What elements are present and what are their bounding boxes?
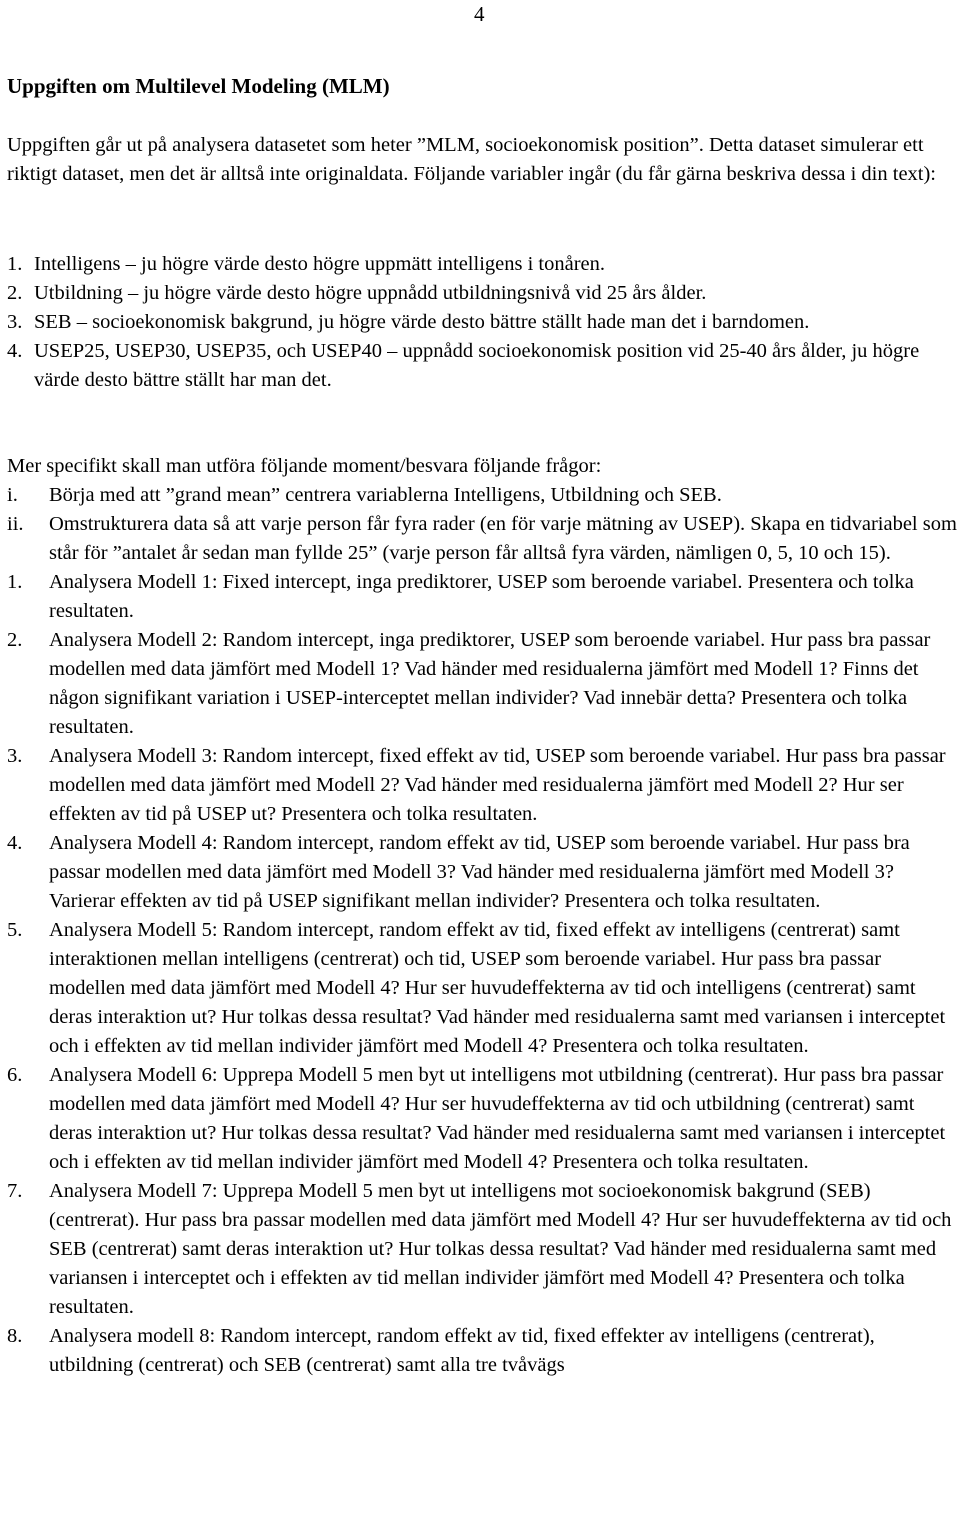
task-item-text: Omstrukturera data så att varje person får fyra rader (en för varje mätning av USEP). Skapa en tidvariabel som står för ”antalet år sedan man fyllde 25” (varje person får alltså fyra värden, nämligen 0, 5, 10 och 15).: [49, 513, 957, 564]
list-item: [7, 337, 957, 395]
task-item-number: ii.: [7, 513, 24, 535]
task-item-text: Analysera Modell 2: Random intercept, inga prediktorer, USEP som beroende variabel. Hur pass bra passar modellen med data jämfört med Modell 1? Vad händer med residualerna jämfört med Modell 1? Finns det någon signifikant variation i USEP-interceptet mellan individer? Vad innebär detta? Presentera och tolka resultaten.: [49, 629, 931, 738]
task-item: [7, 510, 957, 568]
task-item-text: Analysera Modell 7: Upprepa Modell 5 men byt ut intelligens mot socioekonomisk bakgrund (SEB) (centrerat). Hur pass bra passar modellen med data jämfört med Modell 4? Hur ser huvudeffekterna av tid och SEB (centrerat) samt deras interaktion ut? Hur tolkas dessa resultat? Vad händer med residualerna samt med variansen i interceptet och i effekten av tid mellan individer jämfört med Modell 4? Presentera och tolka resultaten.: [49, 1180, 952, 1318]
task-item-number: 5.: [7, 919, 23, 941]
task-item: [7, 1177, 957, 1322]
task-item-number: 2.: [7, 629, 23, 651]
task-item: [7, 742, 957, 829]
list-item-number: 2.: [7, 282, 23, 304]
task-item: [7, 829, 957, 916]
task-item: [7, 481, 957, 510]
list-item: [7, 250, 957, 279]
task-item-text: Analysera modell 8: Random intercept, random effekt av tid, fixed effekter av intelligens (centrerat), utbildning (centrerat) och SEB (centrerat) samt alla tre tvåvägs: [49, 1325, 875, 1376]
task-item-text: Analysera Modell 6: Upprepa Modell 5 men byt ut intelligens mot utbildning (centrerat). Hur pass bra passar modellen med data jämfört med Modell 4? Hur ser huvudeffekterna av tid och utbildning (centrerat) samt deras interaktion ut? Hur tolkas dessa resultat? Vad händer med residualerna samt med variansen i interceptet och i effekten av tid mellan individer jämfört med Modell 4? Presentera och tolka resultaten.: [49, 1064, 946, 1173]
task-item-number: i.: [7, 484, 18, 506]
task-item: [7, 1061, 957, 1177]
list-item-text: SEB – socioekonomisk bakgrund, ju högre värde desto bättre ställt hade man det i barndomen.: [34, 311, 810, 333]
task-lead: Mer specifikt skall man utföra följande moment/besvara följande frågor:: [7, 455, 602, 477]
list-item-number: 3.: [7, 311, 23, 333]
task-item: [7, 626, 957, 742]
task-item-text: Analysera Modell 5: Random intercept, random effekt av tid, fixed effekt av intelligens (centrerat) samt interaktionen mellan intelligens (centrerat) och tid, USEP som beroende variabel. Hur pass bra passar modellen med data jämfört med Modell 4? Hur ser huvudeffekterna av tid och intelligens (centrerat) samt deras interaktion ut? Hur tolkas dessa resultat? Vad händer med residualerna samt med variansen i interceptet och i effekten av tid mellan individer jämfört med Modell 4? Presentera och tolka resultaten.: [49, 919, 946, 1057]
task-item-number: 7.: [7, 1180, 23, 1202]
intro-text: Uppgiften går ut på analysera datasetet som heter ”MLM, socioekonomisk position”. Detta dataset simulerar ett riktigt dataset, men det är alltså inte originaldata. Följande variabler ingår (du får gärna beskriva dessa i din text):: [7, 134, 937, 185]
task-item-number: 3.: [7, 745, 23, 767]
task-item-number: 4.: [7, 832, 23, 854]
task-item-text: Analysera Modell 1: Fixed intercept, inga prediktorer, USEP som beroende variabel. Presentera och tolka resultaten.: [49, 571, 914, 622]
task-item-number: 8.: [7, 1325, 23, 1347]
list-item-number: 1.: [7, 253, 23, 275]
task-item: [7, 568, 957, 626]
list-item-text: Intelligens – ju högre värde desto högre uppmätt intelligens i tonåren.: [34, 253, 606, 275]
task-item: [7, 1322, 957, 1380]
intro-paragraph: [7, 131, 957, 189]
list-item-text: USEP25, USEP30, USEP35, och USEP40 – uppnådd socioekonomisk position vid 25-40 års ålder, ju högre värde desto bättre ställt har man det.: [34, 340, 920, 391]
variable-list: [7, 250, 957, 395]
task-item-text: Analysera Modell 3: Random intercept, fixed effekt av tid, USEP som beroende variabel. Hur pass bra passar modellen med data jämfört med Modell 2? Vad händer med residualerna jämfört med Modell 2? Hur ser effekten av tid på USEP ut? Presentera och tolka resultaten.: [49, 745, 946, 825]
task-section: [7, 452, 957, 1380]
task-item: [7, 916, 957, 1061]
page-title: Uppgiften om Multilevel Modeling (MLM): [7, 74, 390, 98]
list-item: [7, 279, 957, 308]
task-item-number: 1.: [7, 571, 23, 593]
task-item-text: Analysera Modell 4: Random intercept, random effekt av tid, USEP som beroende variabel. Hur pass bra passar modellen med data jämfört med Modell 3? Vad händer med residualerna jämfört med Modell 3? Varierar effekten av tid på USEP signifikant mellan individer? Presentera och tolka resultaten.: [49, 832, 910, 912]
list-item: [7, 308, 957, 337]
page-number: 4: [474, 2, 485, 26]
list-item-text: Utbildning – ju högre värde desto högre uppnådd utbildningsnivå vid 25 års ålder.: [34, 282, 707, 304]
task-item-number: 6.: [7, 1064, 23, 1086]
list-item-number: 4.: [7, 340, 23, 362]
task-item-text: Börja med att ”grand mean” centrera variablerna Intelligens, Utbildning och SEB.: [49, 484, 722, 506]
